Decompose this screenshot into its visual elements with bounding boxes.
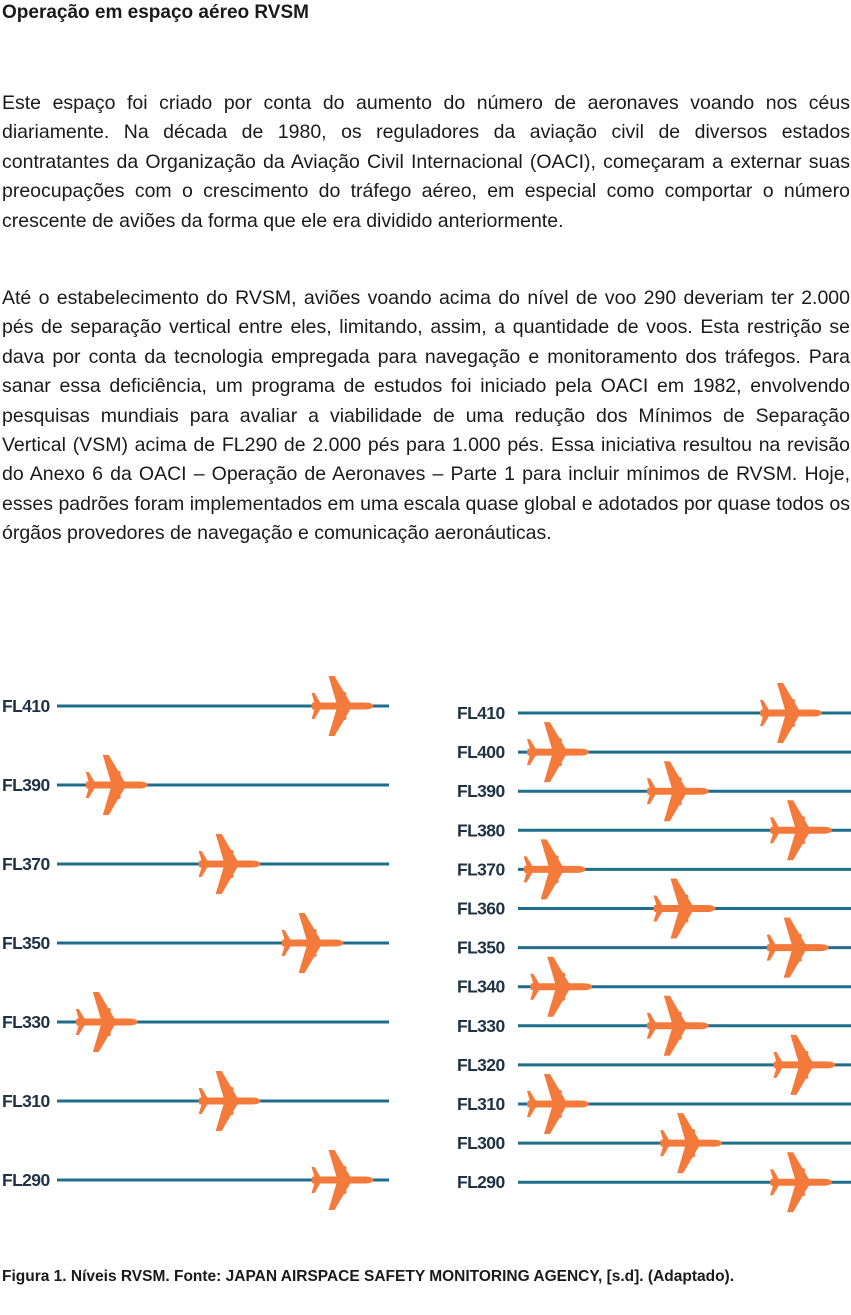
flight-level-label: FL330 bbox=[457, 1015, 505, 1036]
airplane-icon bbox=[654, 879, 716, 939]
flight-level-label: FL360 bbox=[457, 898, 505, 919]
flight-level-label: FL310 bbox=[2, 1091, 50, 1111]
paragraph-2: Até o estabelecimento do RVSM, aviões voando acima do nível de voo 290 deveriam ter 2.000 pés de separação vertical entre eles, limitando, assim, a quantidade de voos. Esta restrição se dava por conta da tecnologia empregada para navegação e monitoramento dos tráfegos. Para sanar essa deficiência, um programa de estudos foi iniciado pela OACI em 1982, envolvendo pesquisas mundiais para avaliar a viabilidade de uma redução dos Mínimos de Separação Vertical (VSM) acima de FL290 de 2.000 pés para 1.000 pés. Essa iniciativa resultou na revisão do Anexo 6 da OACI – Operação de Aeronaves – Parte 1 para incluir mínimos de RVSM. Hoje, esses padrões foram implementados em uma escala quase global e adotados por quase todos os órgãos provedores de navegação e comunicação aeronáuticas. bbox=[2, 287, 850, 545]
figure-caption: Figura 1. Níveis RVSM. Fonte: JAPAN AIRSPACE SAFETY MONITORING AGENCY, [s.d]. (Adaptado). bbox=[2, 1268, 735, 1285]
flight-level-label: FL370 bbox=[457, 859, 505, 880]
airplane-icon bbox=[527, 1074, 589, 1134]
airplane-icon bbox=[282, 913, 344, 973]
flight-level-label: FL410 bbox=[457, 703, 505, 723]
flight-level-label: FL290 bbox=[2, 1170, 50, 1190]
airplane-icon bbox=[530, 957, 592, 1017]
airplane-icon bbox=[199, 834, 261, 894]
flight-level-row bbox=[2, 1071, 389, 1131]
flight-level-row bbox=[2, 992, 389, 1052]
flight-level-row bbox=[2, 913, 389, 973]
airplane-icon bbox=[199, 1071, 261, 1131]
flight-level-label: FL300 bbox=[457, 1133, 505, 1154]
flight-level-row bbox=[457, 800, 851, 860]
flight-level-row bbox=[2, 1150, 389, 1210]
flight-level-row bbox=[2, 755, 389, 815]
flight-level-label: FL330 bbox=[2, 1012, 50, 1032]
airplane-icon bbox=[312, 1150, 374, 1210]
flight-level-row bbox=[457, 722, 851, 782]
airplane-icon bbox=[770, 800, 832, 860]
flight-level-row bbox=[2, 834, 389, 894]
flight-level-label: FL370 bbox=[2, 854, 50, 874]
flight-level-label: FL350 bbox=[457, 937, 505, 958]
airplane-icon bbox=[660, 1113, 722, 1173]
airplane-icon bbox=[524, 839, 586, 899]
page-title: Operação em espaço aéreo RVSM bbox=[2, 2, 309, 23]
flight-level-label: FL290 bbox=[457, 1172, 505, 1193]
flight-level-row bbox=[457, 996, 851, 1056]
flight-level-row bbox=[457, 918, 851, 978]
airplane-icon bbox=[527, 722, 589, 782]
airplane-icon bbox=[773, 1035, 835, 1095]
flight-level-label: FL410 bbox=[2, 696, 50, 716]
airplane-icon bbox=[76, 992, 138, 1052]
paragraph-1: Este espaço foi criado por conta do aumento do número de aeronaves voando nos céus diariamente. Na década de 1980, os reguladores da aviação civil de diversos estados contratantes da Organização da Aviação Civil Internacional (OACI), começaram a externar suas preocupações com o crescimento do tráfego aéreo, em especial como comportar o número crescente de aviões da forma que ele era dividido anteriormente. bbox=[2, 92, 850, 232]
airplane-icon bbox=[760, 683, 822, 743]
airplane-icon bbox=[647, 761, 709, 821]
rvsm-levels-figure bbox=[0, 660, 851, 1220]
flight-level-label: FL310 bbox=[457, 1094, 505, 1114]
flight-level-row bbox=[2, 676, 389, 736]
flight-level-label: FL390 bbox=[457, 781, 505, 802]
flight-level-label: FL320 bbox=[457, 1054, 505, 1075]
right-panel-rvsm bbox=[457, 683, 851, 1212]
flight-level-row bbox=[457, 1074, 851, 1134]
flight-level-row bbox=[457, 1035, 851, 1095]
airplane-icon bbox=[312, 676, 374, 736]
flight-level-row bbox=[457, 683, 851, 743]
flight-level-label: FL340 bbox=[457, 976, 505, 997]
flight-level-label: FL350 bbox=[2, 933, 50, 953]
airplane-icon bbox=[86, 755, 148, 815]
left-panel-conventional bbox=[2, 676, 389, 1210]
airplane-icon bbox=[770, 1152, 832, 1212]
airplane-icon bbox=[647, 996, 709, 1056]
flight-level-label: FL390 bbox=[2, 775, 50, 795]
flight-level-label: FL400 bbox=[457, 742, 505, 763]
flight-level-label: FL380 bbox=[457, 820, 505, 841]
flight-level-row bbox=[457, 1152, 851, 1212]
airplane-icon bbox=[767, 918, 829, 978]
